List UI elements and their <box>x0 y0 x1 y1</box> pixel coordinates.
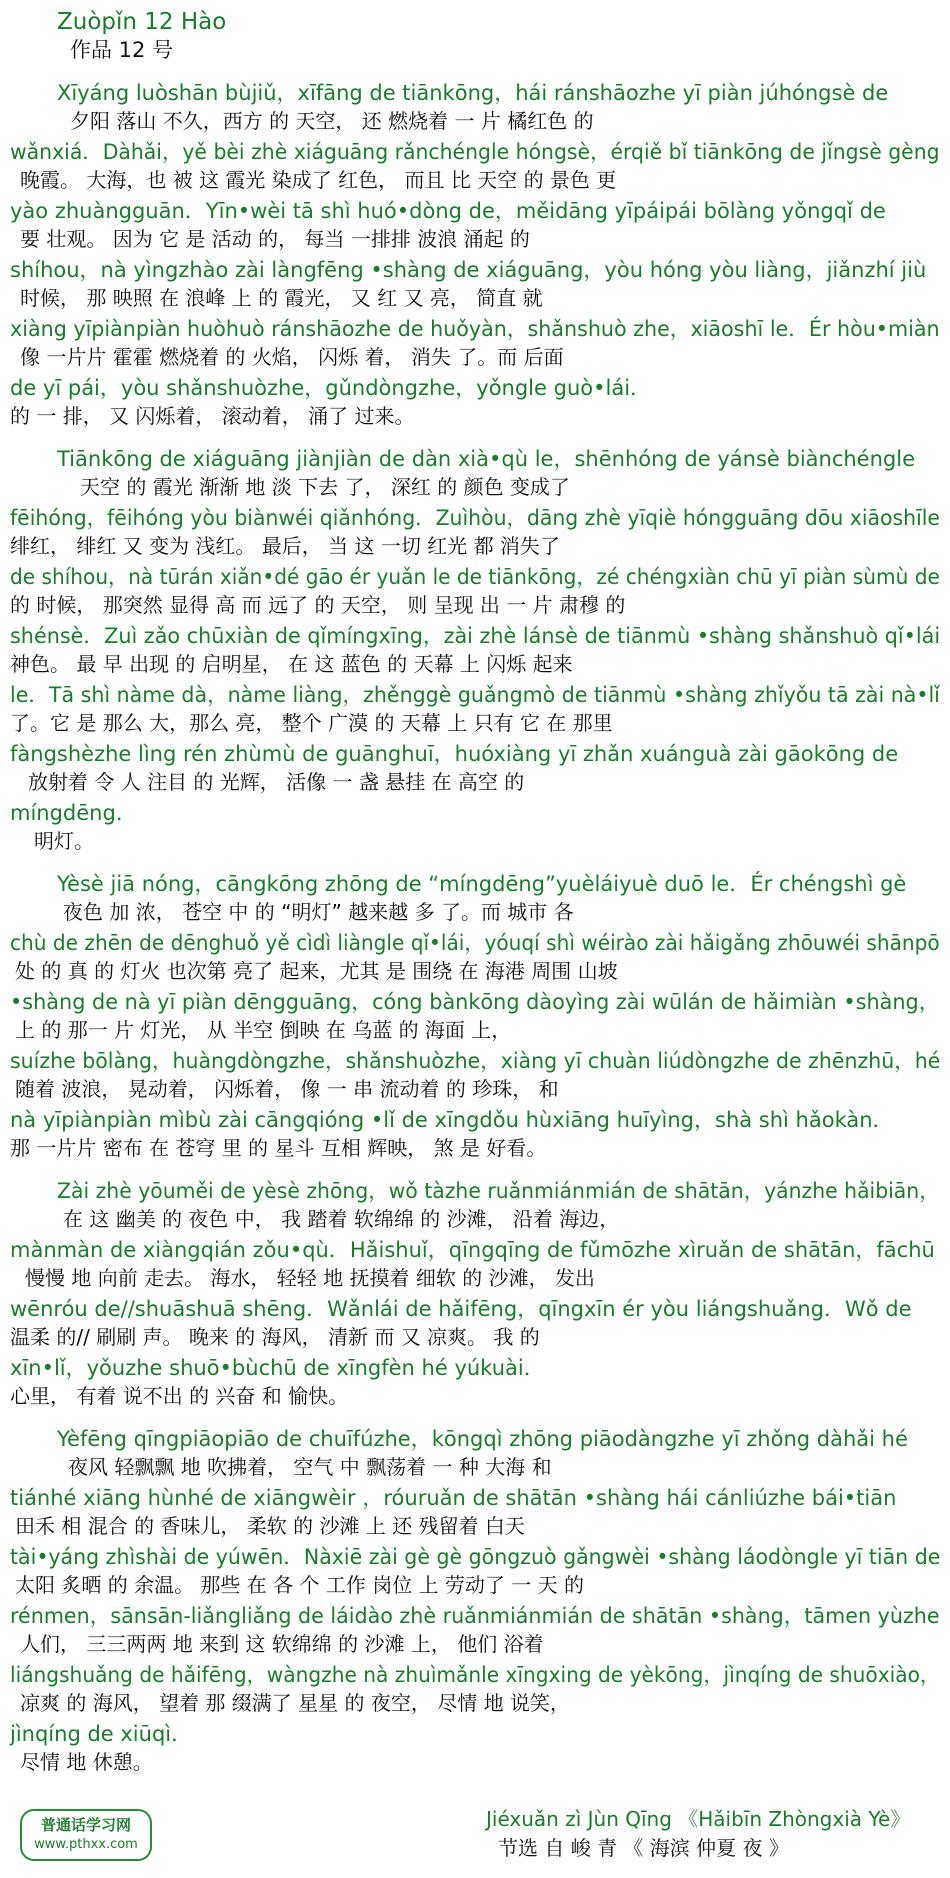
text-line <box>0 139 950 195</box>
hanzi-line: 了。它 是 那么 大，那么 亮， 整个 广漠 的 天幕 上 只有 它 在 那里 <box>10 711 613 735</box>
pinyin-line: rénmen，sānsān-liǎngliǎng de láidào zhè ruǎnmiánmián de shātān •shàng，tāmen yùzhe <box>10 1604 940 1628</box>
text-line <box>0 80 950 136</box>
hanzi-line: 时候， 那 映照 在 浪峰 上 的 霞光， 又 红 又 亮， 简直 就 <box>20 286 543 310</box>
hanzi-line: 在 这 幽美 的 夜色 中， 我 踏着 软绵绵 的 沙滩， 沿着 海边， <box>63 1207 620 1231</box>
hanzi-line: 放射着 令 人 注目 的 光辉， 活像 一 盏 悬挂 在 高空 的 <box>28 770 525 794</box>
text-line <box>0 1355 950 1411</box>
text-line <box>0 564 950 620</box>
text-line <box>0 1048 950 1104</box>
hanzi-line: 的 时候， 那突然 显得 高 而 远了 的 天空， 则 呈现 出 一 片 肃穆 的 <box>10 593 626 617</box>
hanzi-line: 夜色 加 浓， 苍空 中 的 “明灯” 越来越 多 了。而 城市 各 <box>63 900 574 924</box>
hanzi-line: 心里， 有着 说不出 的 兴奋 和 愉快。 <box>10 1384 349 1408</box>
title-pinyin: Zuòpǐn 12 Hào <box>57 9 227 35</box>
pinyin-line: suízhe bōlàng，huàngdòngzhe，shǎnshuòzhe，xiàng yī chuàn liúdòngzhe de zhēnzhū，hé <box>10 1049 941 1073</box>
hanzi-line: 随着 波浪， 晃动着， 闪烁着， 像 一 串 流动着 的 珍珠， 和 <box>15 1077 559 1101</box>
pinyin-line: liángshuǎng de hǎifēng，wàngzhe nà zhuìmǎnle xīngxing de yèkōng，jìnqíng de shuōxiào， <box>10 1663 941 1687</box>
text-line <box>0 446 950 502</box>
pinyin-line: jìnqíng de xiūqì． <box>10 1722 193 1746</box>
pinyin-line: Tiānkōng de xiáguāng jiànjiàn de dàn xià•qù le，shēnhóng de yánsè biànchéngle <box>57 447 915 471</box>
hanzi-line: 的 一 排， 又 闪烁着， 滚动着， 涌了 过来。 <box>10 404 415 428</box>
pinyin-line: wǎnxiá．Dàhǎi，yě bèi zhè xiáguāng rǎnchéngle hóngsè，érqiě bǐ tiānkōng de jǐngsè gèng <box>10 140 940 164</box>
hanzi-line: 慢慢 地 向前 走去。 海水， 轻轻 地 抚摸着 细软 的 沙滩， 发出 <box>25 1266 595 1290</box>
source-pinyin: Jiéxuǎn zì Jùn Qīng 《Hǎibīn Zhòngxià Yè》 <box>486 1807 911 1831</box>
hanzi-line: 凉爽 的 海风， 望着 那 缀满了 星星 的 夜空， 尽情 地 说笑， <box>20 1691 570 1715</box>
text-line <box>0 741 950 797</box>
hanzi-line: 田禾 相 混合 的 香味儿， 柔软 的 沙滩 上 还 残留着 白天 <box>15 1514 525 1538</box>
text-line <box>0 682 950 738</box>
text-line <box>0 1721 950 1777</box>
pinyin-line: Xīyáng luòshān bùjiǔ，xīfāng de tiānkōng，hái ránshāozhe yī piàn júhóngsè de <box>57 81 889 105</box>
text-line <box>0 1296 950 1352</box>
hanzi-line: 天空 的 霞光 渐渐 地 淡 下去 了， 深红 的 颜色 变成了 <box>80 475 570 499</box>
hanzi-line: 人们， 三三两两 地 来到 这 软绵绵 的 沙滩 上， 他们 浴着 <box>20 1632 544 1656</box>
text-line <box>0 871 950 927</box>
pinyin-line: fēihóng，fēihóng yòu biànwéi qiǎnhóng．Zuìhòu，dāng zhè yīqiè hóngguāng dōu xiāoshīle <box>10 506 940 530</box>
pinyin-line: fàngshèzhe lìng rén zhùmù de guānghuī，huóxiàng yī zhǎn xuánguà zài gāokōng de <box>10 742 899 766</box>
text-line <box>0 989 950 1045</box>
pinyin-line: chù de zhēn de dēnghuǒ yě cìdì liàngle qǐ•lái，yóuqí shì wéirào zài hǎigǎng zhōuwéi shānpō <box>10 931 940 955</box>
hanzi-line: 尽情 地 休憩。 <box>20 1750 153 1774</box>
pinyin-line: shíhou，nà yìngzhào zài làngfēng •shàng de xiáguāng，yòu hóng yòu liàng，jiǎnzhí jiù <box>10 258 927 282</box>
logo-url: www.pthxx.com <box>34 1837 138 1852</box>
pinyin-line: mànmàn de xiàngqián zǒu•qù．Hǎishuǐ，qīngqīng de fǔmōzhe xìruǎn de shātān，fāchū <box>10 1238 935 1262</box>
hanzi-line: 太阳 炙晒 的 余温。 那些 在 各 个 工作 岗位 上 劳动了 一 天 的 <box>15 1573 585 1597</box>
text-line <box>0 1237 950 1293</box>
text-line <box>0 375 950 431</box>
pinyin-line: Zài zhè yōuměi de yèsè zhōng，wǒ tàzhe ruǎnmiánmián de shātān，yánzhe hǎibiān， <box>57 1179 940 1203</box>
pinyin-line: nà yīpiànpiàn mìbù zài cāngqióng •lǐ de xīngdǒu hùxiāng huīyìng，shà shì hǎokàn． <box>10 1108 894 1132</box>
pinyin-line: shénsè．Zuì zǎo chūxiàn de qǐmíngxīng，zài zhè lánsè de tiānmù •shàng shǎnshuò qǐ•lái <box>10 624 941 648</box>
site-logo <box>20 1809 152 1861</box>
pinyin-line: •shàng de nà yī piàn dēngguāng，cóng bànkōng dàoyìng zài wūlán de hǎimiàn •shàng， <box>10 990 940 1014</box>
pinyin-line: de yī pái，yòu shǎnshuòzhe，gǔndòngzhe，yǒngle guò•lái． <box>10 376 652 400</box>
text-line <box>0 505 950 561</box>
text-line <box>0 1603 950 1659</box>
text-line <box>0 623 950 679</box>
pinyin-line: tài•yáng zhìshài de yúwēn．Nàxiē zài gè gè gōngzuò gǎngwèi •shàng láodòngle yī tiān de <box>10 1545 941 1569</box>
title-hanzi: 作品 12 号 <box>70 38 174 62</box>
hanzi-line: 上 的 那一 片 灯光， 从 半空 倒映 在 乌蓝 的 海面 上， <box>15 1018 512 1042</box>
text-line <box>0 800 950 856</box>
pinyin-line: Yèfēng qīngpiāopiāo de chuīfúzhe，kōngqì zhōng piāodàngzhe yī zhǒng dàhǎi hé <box>57 1427 908 1451</box>
text-line <box>0 257 950 313</box>
hanzi-line: 绯红， 绯红 又 变为 浅红。 最后， 当 这 一切 红光 都 消失了 <box>10 534 560 558</box>
pinyin-line: xiàng yīpiànpiàn huòhuò ránshāozhe de huǒyàn，shǎnshuò zhe，xiāoshī le．Ér hòu•miàn <box>10 317 940 341</box>
hanzi-line: 夕阳 落山 不久，西方 的 天空， 还 燃烧着 一 片 橘红色 的 <box>70 109 594 133</box>
hanzi-line: 神色。 最 早 出现 的 启明星， 在 这 蓝色 的 天幕 上 闪烁 起来 <box>10 652 573 676</box>
text-line <box>0 1426 950 1482</box>
pinyin-line: yào zhuàngguān．Yīn•wèi tā shì huó•dòng de，měidāng yīpáipái bōlàng yǒngqǐ de <box>10 199 886 223</box>
text-line <box>0 1485 950 1541</box>
hanzi-line: 夜风 轻飘飘 地 吹拂着， 空气 中 飘荡着 一 种 大海 和 <box>68 1455 552 1479</box>
pinyin-line: míngdēng． <box>10 801 137 825</box>
text-line <box>0 1662 950 1718</box>
pinyin-line: le．Tā shì nàme dà，nàme liàng，zhěnggè guǎngmò de tiānmù •shàng zhǐyǒu tā zài nà•lǐ <box>10 683 940 707</box>
source-hanzi: 节选 自 峻 青 《 海滨 仲夏 夜 》 <box>498 1836 789 1860</box>
pinyin-line: wēnróu de//shuāshuā shēng．Wǎnlái de hǎifēng，qīngxīn ér yòu liángshuǎng．Wǒ de <box>10 1297 912 1321</box>
text-line <box>0 1178 950 1234</box>
pinyin-line: xīn•lǐ，yǒuzhe shuō•bùchū de xīngfèn hé yúkuài． <box>10 1356 545 1380</box>
hanzi-line: 晚霞。 大海，也 被 这 霞光 染成了 红色， 而且 比 天空 的 景色 更 <box>20 168 617 192</box>
pinyin-line: de shíhou，nà tūrán xiǎn•dé gāo ér yuǎn le de tiānkōng，zé chéngxiàn chū yī piàn sùmù de <box>10 565 940 589</box>
text-line <box>0 198 950 254</box>
text-line <box>0 316 950 372</box>
hanzi-line: 那 一片片 密布 在 苍穹 里 的 星斗 互相 辉映， 煞 是 好看。 <box>10 1136 547 1160</box>
hanzi-line: 明灯。 <box>34 829 94 853</box>
text-line <box>0 1544 950 1600</box>
text-line <box>0 1107 950 1163</box>
logo-name: 普通话学习网 <box>40 1816 131 1834</box>
hanzi-line: 像 一片片 霍霍 燃烧着 的 火焰， 闪烁 着， 消失 了。而 后面 <box>20 345 564 369</box>
hanzi-line: 处 的 真 的 灯火 也次第 亮了 起来，尤其 是 围绕 在 海港 周围 山坡 <box>15 959 618 983</box>
hanzi-line: 要 壮观。 因为 它 是 活动 的， 每当 一排排 波浪 涌起 的 <box>20 227 530 251</box>
pinyin-line: tiánhé xiāng hùnhé de xiāngwèir ，róuruǎn de shātān •shàng hái cánliúzhe bái•tiān <box>10 1486 897 1510</box>
hanzi-line: 温柔 的// 刷刷 声。 晚来 的 海风， 清新 而 又 凉爽。 我 的 <box>10 1325 540 1349</box>
text-line <box>0 930 950 986</box>
pinyin-line: Yèsè jiā nóng，cāngkōng zhōng de “míngdēng”yuèláiyuè duō le．Ér chéngshì gè <box>57 872 907 896</box>
